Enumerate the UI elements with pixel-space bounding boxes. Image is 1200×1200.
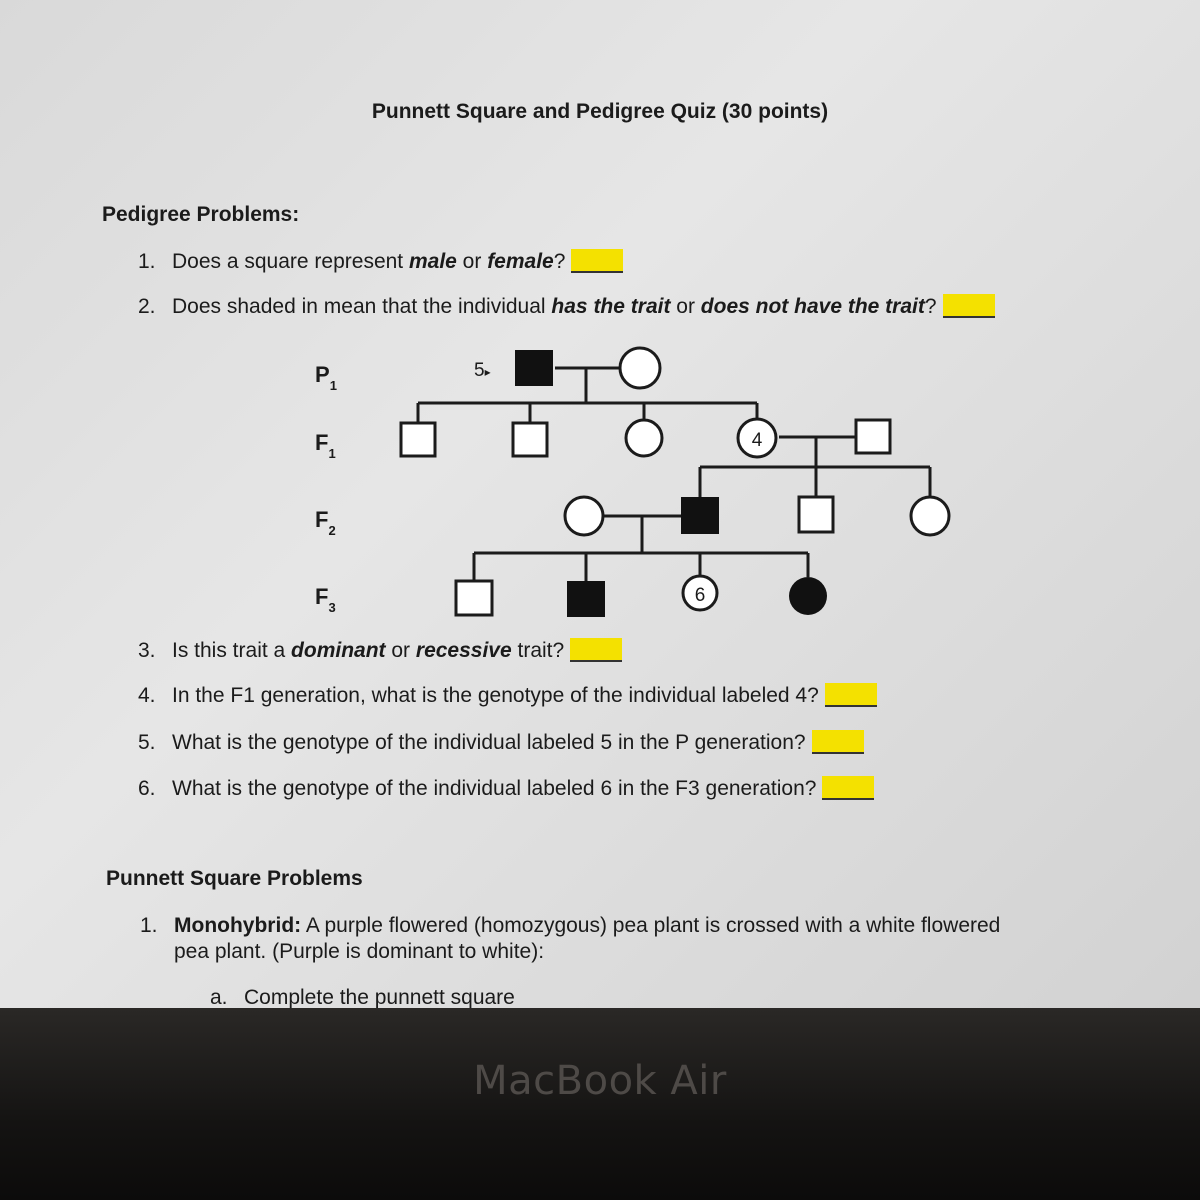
- question-number: 6.: [138, 777, 156, 800]
- f1-male-unaffected-square: [856, 420, 890, 453]
- generation-label-f3: $F_3$: [315, 584, 336, 615]
- individual-label-6: 6: [694, 585, 706, 606]
- individual-label-5: 5▸: [474, 360, 491, 381]
- question-number: 4.: [138, 684, 156, 707]
- answer-blank-4[interactable]: [825, 683, 877, 707]
- p-male-affected-square: [515, 350, 553, 386]
- question-number: 2.: [138, 295, 156, 318]
- pedigree-question-1: 1. Does a square represent male or female?: [138, 249, 623, 274]
- f1-male-unaffected-square: [401, 423, 435, 456]
- f2-female-unaffected-circle: [565, 497, 603, 535]
- pedigree-question-4: 4. In the F1 generation, what is the genotype of the individual labeled 4?: [138, 683, 877, 708]
- f2-male-unaffected-square: [799, 497, 833, 532]
- punnett-question-1a: a. Complete the punnett square: [210, 986, 515, 1008]
- question-number: 1.: [138, 250, 156, 273]
- question-number: 3.: [138, 639, 156, 662]
- f3-female-affected-circle: [789, 577, 827, 615]
- f1-female-unaffected-circle: [626, 420, 662, 456]
- answer-blank-2[interactable]: [943, 294, 995, 318]
- generation-label-f2: $F_2$: [315, 507, 336, 538]
- f1-male-unaffected-square: [513, 423, 547, 456]
- f2-male-affected-square: [681, 497, 719, 534]
- answer-blank-6[interactable]: [822, 776, 874, 800]
- f3-male-affected-square: [567, 581, 605, 617]
- f2-female-unaffected-circle: [911, 497, 949, 535]
- pedigree-question-2: 2. Does shaded in mean that the individual has the trait or does not have the trait?: [138, 294, 995, 319]
- page-title: Punnett Square and Pedigree Quiz (30 points): [371, 100, 829, 123]
- pedigree-heading: Pedigree Problems:: [102, 203, 300, 226]
- f3-male-unaffected-square: [456, 581, 492, 615]
- answer-blank-5[interactable]: [812, 730, 864, 754]
- pedigree-question-5: 5. What is the genotype of the individual labeled 5 in the P generation?: [138, 730, 864, 755]
- answer-blank-1[interactable]: [571, 249, 623, 273]
- pedigree-question-3: 3. Is this trait a dominant or recessive trait?: [138, 638, 622, 663]
- generation-label-p1: $P_1$: [315, 362, 337, 393]
- punnett-question-1: 1. Monohybrid: A purple flowered (homozygous) pea plant is crossed with a white flowered: [140, 914, 1001, 937]
- p-female-unaffected-circle: [620, 348, 660, 388]
- individual-label-4: 4: [751, 430, 763, 451]
- punnett-question-1-continued: pea plant. (Purple is dominant to white):: [174, 940, 545, 963]
- answer-blank-3[interactable]: [570, 638, 622, 662]
- pedigree-question-6: 6. What is the genotype of the individual labeled 6 in the F3 generation?: [138, 776, 874, 801]
- device-label: MacBook Air: [473, 1058, 727, 1104]
- question-number: 1.: [140, 914, 158, 937]
- punnett-heading: Punnett Square Problems: [106, 867, 363, 890]
- laptop-bezel: [0, 1008, 1200, 1200]
- question-number: 5.: [138, 731, 156, 754]
- pedigree-chart: [0, 330, 1200, 630]
- generation-label-f1: $F_1$: [315, 430, 336, 461]
